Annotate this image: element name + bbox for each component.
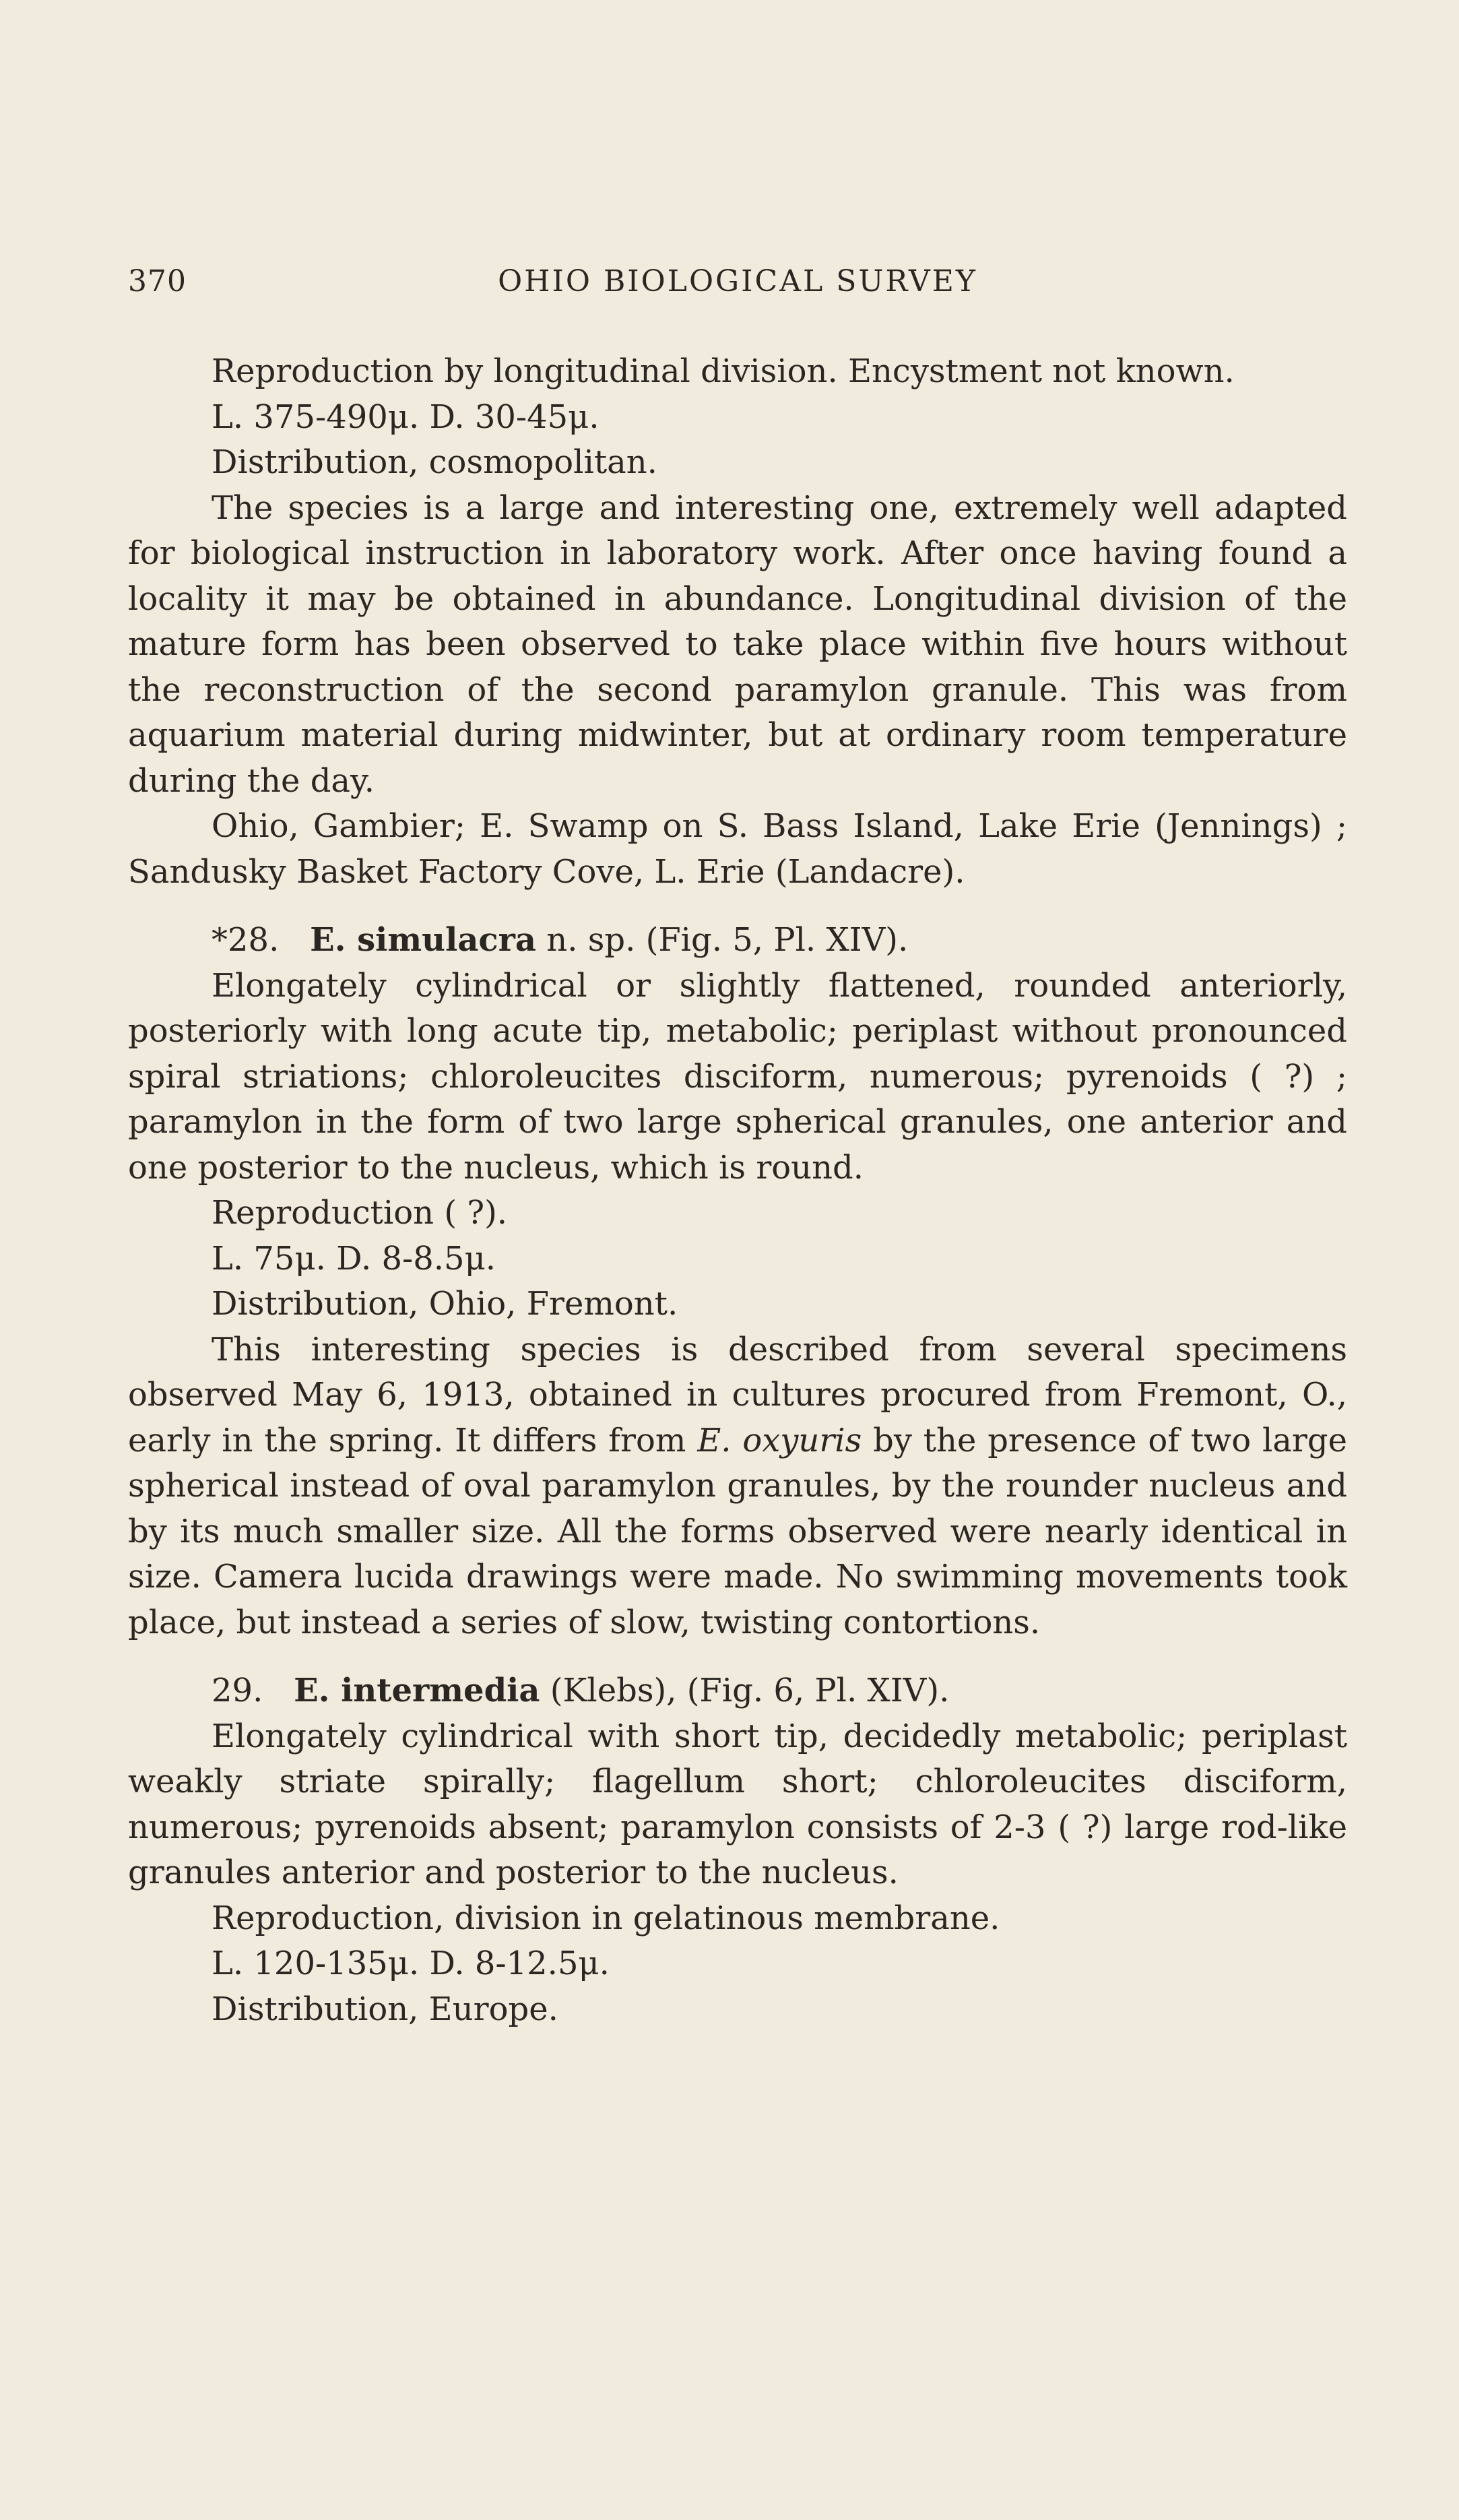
localities-27: Ohio, Gambier; E. Swamp on S. Bass Island, Lake Erie (Jennings) ; Sandusky Basket Factory Cove, L. Erie (Landacre). <box>128 807 1347 891</box>
species-name: E. intermedia <box>294 1672 540 1709</box>
remarks-28-text-b: by the presence of two large spherical instead of oval paramylon granules, by the rounder nucleus and by its much smaller size. All the forms observed were nearly identical in size. Camera lucida drawings were made. No swimming movements took place, but instead a series of slow, twisting contortions. <box>128 1421 1347 1641</box>
remarks-28 <box>128 1327 1347 1646</box>
page <box>128 264 1347 2032</box>
measurements-27: L. 375-490μ. D. 30-45μ. <box>212 398 599 436</box>
italic-species-name: E. oxyuris <box>697 1421 862 1459</box>
species-authority: (Klebs), (Fig. 6, Pl. XIV). <box>540 1672 950 1709</box>
species-authority: n. sp. (Fig. 5, Pl. XIV). <box>536 921 909 959</box>
species-heading-29 <box>128 1668 1347 1714</box>
reproduction-29: Reproduction, division in gelatinous membrane. <box>212 1899 1000 1937</box>
description-29: Elongately cylindrical with short tip, decidedly metabolic; periplast weakly striate spirally; flagellum short; chloroleucites disciform, numerous; pyrenoids absent; paramylon consists of 2-3 ( ?) large rod-like granules anterior and posterior to the nucleus. <box>128 1717 1347 1891</box>
distribution-28: Distribution, Ohio, Fremont. <box>212 1285 678 1323</box>
reproduction-27: Reproduction by longitudinal division. Encystment not known. <box>212 352 1235 390</box>
measurements-29: L. 120-135μ. D. 8-12.5μ. <box>212 1945 610 1982</box>
species-number: 29. <box>212 1672 263 1709</box>
distribution-27: Distribution, cosmopolitan. <box>212 443 657 481</box>
running-head: OHIO BIOLOGICAL SURVEY <box>498 264 977 298</box>
remarks-28-text-a: This interesting species is described from several specimens observed May 6, 1913, obtained in cultures procured from Fremont, O., early in the spring. It differs from <box>128 1330 1347 1459</box>
species-name: E. simulacra <box>310 921 537 959</box>
body-text <box>128 349 1347 2032</box>
distribution-29: Distribution, Europe. <box>212 1990 558 2028</box>
remarks-27: The species is a large and interesting one, extremely well adapted for biological instruction in laboratory work. After once having found a locality it may be obtained in abundance. Longitudinal division of the mature form has been observed to take place within five hours without the reconstruction of the second paramylon granule. This was from aquarium material during midwinter, but at ordinary room temperature during the day. <box>128 489 1347 800</box>
description-28: Elongately cylindrical or slightly flattened, rounded anteriorly, posteriorly with long acute tip, metabolic; periplast without pronounced spiral striations; chloroleucites disciform, numerous; pyrenoids ( ?) ; paramylon in the form of two large spherical granules, one anterior and one posterior to the nucleus, which is round. <box>128 966 1347 1187</box>
species-number: *28. <box>212 921 280 959</box>
reproduction-28: Reproduction ( ?). <box>212 1194 508 1232</box>
measurements-28: L. 75μ. D. 8-8.5μ. <box>212 1239 496 1278</box>
page-number: 370 <box>128 264 187 298</box>
species-heading-28 <box>128 918 1347 964</box>
page-header <box>128 264 1347 311</box>
